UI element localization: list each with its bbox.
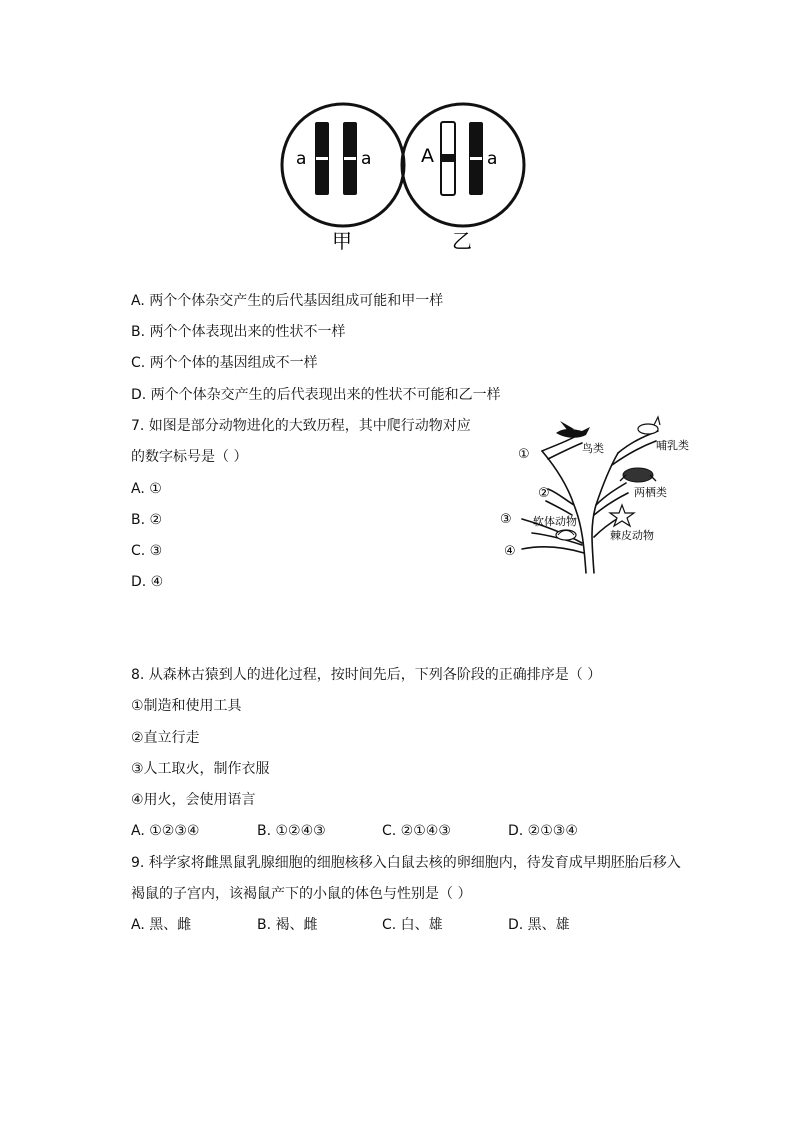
cell-caption: 乙 xyxy=(452,229,472,253)
q8-item-4: ④用火，会使用语言 xyxy=(131,792,256,808)
starfish-icon xyxy=(610,505,634,526)
q7-option-b: B. ② xyxy=(131,512,163,528)
snail-icon xyxy=(556,530,576,540)
q9-option-a: A. 黑、雌 xyxy=(131,917,192,933)
q9-stem-line2: 褐鼠的子宫内，该褐鼠产下的小鼠的体色与性别是（ ） xyxy=(131,886,472,902)
q7-option-a: A. ① xyxy=(131,481,162,497)
q8-item-2: ②直立行走 xyxy=(131,730,200,746)
q8-item-3: ③人工取火，制作衣服 xyxy=(131,761,270,777)
allele-label: a xyxy=(361,149,372,169)
q8-item-1: ①制造和使用工具 xyxy=(131,698,242,714)
q6-option-d: D. 两个个体杂交产生的后代表现出来的性状不可能和乙一样 xyxy=(131,387,501,403)
q9-option-c: C. 白、雄 xyxy=(382,917,443,933)
q8-option-c: C. ②①④③ xyxy=(382,823,451,839)
q8-option-d: D. ②①③④ xyxy=(508,823,578,839)
tree-number-2: ② xyxy=(538,486,550,501)
allele-label: a xyxy=(296,149,307,169)
tree-number-1: ① xyxy=(518,447,530,462)
q9-option-d: D. 黑、雄 xyxy=(508,917,570,933)
label-mammals: 哺乳类 xyxy=(656,439,689,452)
tree-number-3: ③ xyxy=(500,512,512,527)
q6-option-b: B. 两个个体表现出来的性状不一样 xyxy=(131,324,346,340)
q6-option-a: A. 两个个体杂交产生的后代基因组成可能和甲一样 xyxy=(131,293,444,309)
chromosome-figure xyxy=(270,100,532,260)
allele-label: A xyxy=(421,145,434,167)
q8-option-a: A. ①②③④ xyxy=(131,823,200,839)
frog-icon xyxy=(620,468,656,482)
allele-label: a xyxy=(487,149,498,169)
cell-caption: 甲 xyxy=(332,229,352,253)
rabbit-icon xyxy=(638,417,660,434)
q9-option-b: B. 褐、雌 xyxy=(257,917,318,933)
label-birds: 鸟类 xyxy=(582,442,604,455)
evolution-tree-figure xyxy=(498,415,698,577)
label-echinoderms: 棘皮动物 xyxy=(610,529,654,542)
bird-icon xyxy=(556,421,590,438)
q7-option-c: C. ③ xyxy=(131,543,163,559)
label-amphibians: 两栖类 xyxy=(634,486,667,499)
q7-option-d: D. ④ xyxy=(131,574,164,590)
tree-number-4: ④ xyxy=(504,544,516,559)
label-mollusks: 软体动物 xyxy=(533,515,577,528)
q8-stem: 8. 从森林古猿到人的进化过程，按时间先后，下列各阶段的正确排序是（ ） xyxy=(131,667,602,683)
q6-option-c: C. 两个个体的基因组成不一样 xyxy=(131,355,318,371)
tree-trunk-left xyxy=(542,451,586,573)
q7-stem-line2: 的数字标号是（ ） xyxy=(131,449,248,465)
q8-option-b: B. ①②④③ xyxy=(257,823,326,839)
q9-stem-line1: 9. 科学家将雌黑鼠乳腺细胞的细胞核移入白鼠去核的卵细胞内，待发育成早期胚胎后移入 xyxy=(131,855,681,871)
q7-stem-line1: 7. 如图是部分动物进化的大致历程，其中爬行动物对应 xyxy=(131,418,471,434)
